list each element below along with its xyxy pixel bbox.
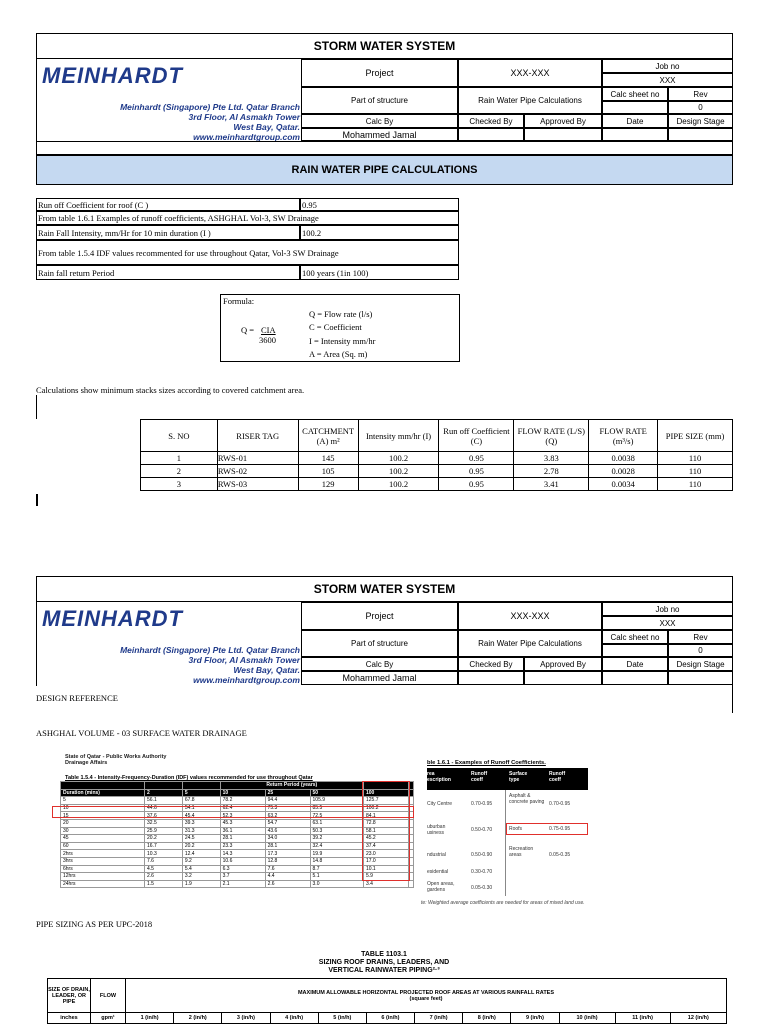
- param-label: Rain Fall Intensity, mm/Hr for 10 min duration (I ): [36, 225, 300, 240]
- calc-note: Calculations show minimum stacks sizes according to covered catchment area.: [36, 385, 305, 395]
- col-header: S. NO: [141, 420, 218, 452]
- col-header: FLOW RATE (m³/s): [589, 420, 658, 452]
- authority-caption: State of Qatar - Public Works Authority Drainage Affairs: [65, 754, 167, 766]
- upc-unit-header: 5 (in/h): [318, 1013, 366, 1024]
- upc-unit-header: 8 (in/h): [463, 1013, 511, 1024]
- idf-row: 10 44.6 54.1 62.4 75.3 85.5 100.2: [61, 804, 414, 812]
- idf-highlight-col: [362, 781, 410, 881]
- upc-table-title: TABLE 1103.1 SIZING ROOF DRAINS, LEADERS, AND VERTICAL RAINWATER PIPING²·³: [318, 951, 450, 974]
- approved-by-label: Approved By: [524, 114, 602, 128]
- idf-row: 20 32.5 39.3 45.3 54.7 63.1 72.8: [61, 819, 414, 827]
- company-address: Meinhardt (Singapore) Pte Ltd. Qatar Branch 3rd Floor, Al Asmakh Tower West Bay, Qatar. www.meinhardtgroup.com: [120, 645, 300, 685]
- param-label: Rain fall return Period: [36, 265, 300, 280]
- section-title: RAIN WATER PIPE CALCULATIONS: [36, 155, 733, 185]
- idf-row: 45 20.2 24.5 28.1 34.0 39.2 45.2: [61, 835, 414, 843]
- formula-box: Formula: Q = CIA 3600 Q = Flow rate (l/s) C = Coefficient I = Intensity mm/hr A = Area (Sq. m): [220, 294, 460, 362]
- idf-row: 5 56.1 67.8 78.2 94.4 105.9 125.7: [61, 797, 414, 805]
- upc-unit-header: 1 (in/h): [126, 1013, 174, 1024]
- upc-unit-header: 9 (in/h): [511, 1013, 559, 1024]
- upc-unit-header: 4 (in/h): [270, 1013, 318, 1024]
- col-header: RISER TAG: [217, 420, 298, 452]
- rev-label: Rev: [668, 87, 733, 101]
- param-value: 100.2: [300, 225, 459, 240]
- col-header: Run off Coefficient (C): [439, 420, 514, 452]
- idf-row: 15 37.6 45.4 52.3 63.2 72.5 84.1: [61, 812, 414, 820]
- meinhardt-logo: MEINHARDT: [42, 606, 183, 631]
- calc-by-value: Mohammed Jamal: [301, 128, 458, 141]
- job-no-label: Job no: [602, 59, 733, 73]
- rev-value: 0: [668, 101, 733, 114]
- calc-sheet-value: [602, 101, 668, 114]
- table-row: 2 RWS-02 105 100.2 0.95 2.78 0.0028 110: [141, 465, 733, 478]
- col-header: CATCHMENT (A) m²: [298, 420, 358, 452]
- idf-row: 12hrs 2.6 3.2 3.7 4.4 5.1 5.9: [61, 873, 414, 881]
- upc-unit-header: inches: [48, 1013, 91, 1024]
- upc-unit-header: 3 (in/h): [222, 1013, 270, 1024]
- upc-unit-header: 10 (in/h): [559, 1013, 615, 1024]
- idf-row: 6hrs 4.5 5.4 6.3 7.6 8.7 10.1: [61, 865, 414, 873]
- design-reference-heading: DESIGN REFERENCE: [36, 693, 118, 703]
- formula-denominator: 3600: [259, 335, 276, 345]
- ashghal-heading: ASHGHAL VOLUME - 03 SURFACE WATER DRAINAGE: [36, 728, 247, 738]
- part-label: Part of structure: [301, 87, 458, 114]
- company-address: Meinhardt (Singapore) Pte Ltd. Qatar Branch 3rd Floor, Al Asmakh Tower West Bay, Qatar. www.meinhardtgroup.com: [120, 102, 300, 142]
- calc-by-label: Calc By: [301, 114, 458, 128]
- param-label: Run off Coefficient for roof (C ): [36, 198, 300, 211]
- table-row: 1 RWS-01 145 100.2 0.95 3.83 0.0038 110: [141, 452, 733, 465]
- calc-sheet-label: Calc sheet no: [602, 87, 668, 101]
- upc-unit-header: 12 (in/h): [670, 1013, 726, 1024]
- runoff-table: rea escription Runoff coeff Surface type Runoff coeff City Centre 0.70-0.95 Asphalt & concrete paving 0.70-0.95 uburban usiness 0.50-0.70 Roofs 0.75-0.95 ndustrial 0.50-0.90 Recreation areas 0.05-0.35 esidential 0.30-0.70 Open areas, gardens 0.05-0.30: [427, 768, 588, 896]
- header-title: STORM WATER SYSTEM: [36, 576, 733, 602]
- col-header: Intensity mm/hr (I): [358, 420, 439, 452]
- idf-row: 60 16.7 20.2 23.3 28.1 32.4 37.4: [61, 842, 414, 850]
- part-value: Rain Water Pipe Calculations: [458, 87, 602, 114]
- date-label: Date: [602, 114, 668, 128]
- idf-title: Table 1.5.4 - Intensity-Frequency-Duration (IDF) values recommended for use throughout Qatar: [65, 775, 313, 781]
- upc-unit-header: 7 (in/h): [415, 1013, 463, 1024]
- project-value: XXX-XXX: [458, 59, 602, 87]
- project-label: Project: [301, 59, 458, 87]
- meinhardt-logo: MEINHARDT: [42, 63, 183, 88]
- job-no-value: XXX: [602, 73, 733, 87]
- upc-unit-header: 2 (in/h): [174, 1013, 222, 1024]
- upc-unit-header: 11 (in/h): [615, 1013, 670, 1024]
- col-header: FLOW RATE (L/S) (Q): [514, 420, 589, 452]
- idf-row: 30 25.9 31.3 36.1 43.6 50.3 58.1: [61, 827, 414, 835]
- idf-row: 2hrs 10.3 12.4 14.3 17.3 19.9 23.0: [61, 850, 414, 858]
- upc-heading: PIPE SIZING AS PER UPC-2018: [36, 919, 153, 929]
- checked-by-label: Checked By: [458, 114, 524, 128]
- runoff-note: te: Weighted average coefficients are needed for areas of mixed land use.: [421, 900, 585, 906]
- col-header: PIPE SIZE (mm): [658, 420, 733, 452]
- param-value: 100 years (1in 100): [300, 265, 459, 280]
- calc-table: [140, 419, 733, 491]
- idf-highlight-row: [52, 806, 414, 818]
- upc-unit-header: gpm¹: [91, 1013, 126, 1024]
- param-value: 0.95: [300, 198, 459, 211]
- param-label: From table 1.5.4 IDF values recommented for use throughout Qatar, Vol-3 SW Drainage: [36, 240, 459, 265]
- runoff-title: ble 1.6.1 - Examples of Runoff Coefficients.: [427, 760, 546, 766]
- formula-numerator: CIA: [261, 325, 276, 335]
- upc-table: SIZE OF DRAIN, LEADER, OR PIPE FLOW MAXIMUM ALLOWABLE HORIZONTAL PROJECTED ROOF AREAS AT VARIOUS RAINFALL RATES (square feet) inches gpm¹ 1 (in/h) 2 (in/h) 3 (in/h) 4 (in/h) 5 (in/h) 6 (in/h) 7 (in/h) 8 (in/h) 9 (in/h) 10 (in/h) 11 (in/h) 12 (in/h): [47, 978, 727, 1024]
- param-label: From table 1.6.1 Examples of runoff coefficients, ASHGHAL Vol-3, SW Drainage: [36, 211, 459, 225]
- header-title: STORM WATER SYSTEM: [36, 33, 733, 59]
- formula-lhs: Q =: [241, 325, 255, 335]
- idf-row: 3hrs 7.6 9.2 10.6 12.8 14.8 17.0: [61, 857, 414, 865]
- idf-table: Return Period (years) Duration (mins) 2 5 10 25 50 100 5 56.1 67.8 78.2 94.4 105.9 125.7 10 44.6 54.1 62.4 75.3 85.5 100.2 15 37.6 45.4 52.3 63.2 72.5 84.1 20 32.5 39.3 45.3 54.7 63.1 72.8 30 25.9 31.3 36.1 43.6 50.3 58.1 45 20.2 24.5 28.1 34.0 39.2 45.2 60 16.7 20.2 23.3 28.1 32.4 37.4 2hrs 10.3 12.4 14.3 17.3 19.9 23.0 3hrs 7.6 9.2 10.6 12.8 14.8 17.0 6hrs 4.5 5.4 6.3 7.6 8.7 10.1 12hrs 2.6 3.2 3.7 4.4 5.1 5.9 24hrs 1.5 1.9 2.1 2.6 3.0 3.4: [60, 781, 414, 888]
- design-stage-label: Design Stage: [668, 114, 733, 128]
- table-row: 3 RWS-03 129 100.2 0.95 3.41 0.0034 110: [141, 478, 733, 491]
- upc-unit-header: 6 (in/h): [366, 1013, 414, 1024]
- idf-row: 24hrs 1.5 1.9 2.1 2.6 3.0 3.4: [61, 880, 414, 888]
